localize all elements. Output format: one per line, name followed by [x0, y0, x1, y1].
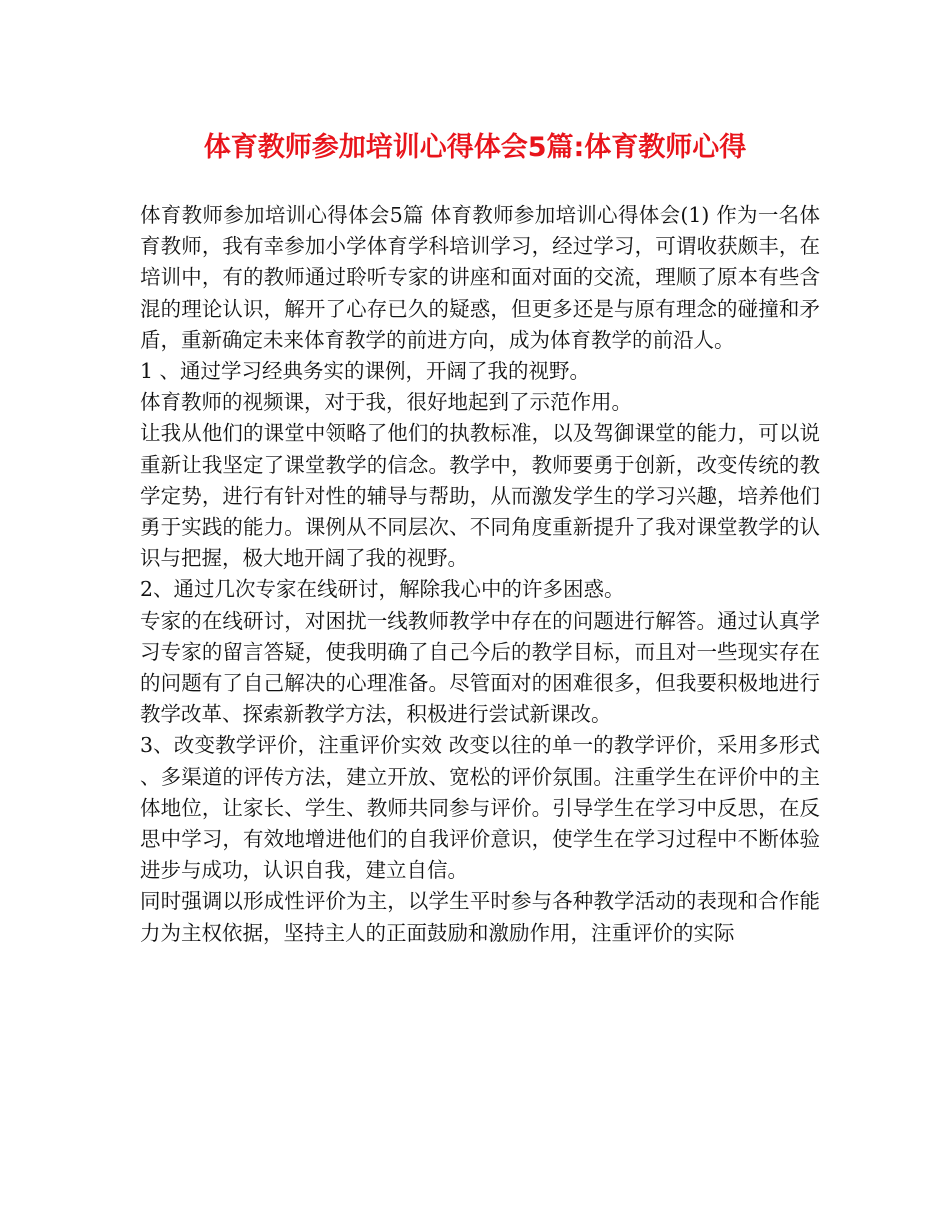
paragraph-classroom: 让我从他们的课堂中领略了他们的执教标准，以及驾御课堂的能力，可以说重新让我坚定了课堂教学的信念。教学中，教师要勇于创新，改变传统的教学定势，进行有针对性的辅导与帮助，从而激发学生的学习兴趣，培养他们勇于实践的能力。课例从不同层次、不同角度重新提升了我对课堂教学的认识与把握，极大地开阔了我的视野。 — [140, 421, 820, 571]
heading-point-2: 2、通过几次专家在线研讨，解除我心中的许多困惑。 — [140, 577, 625, 602]
paragraph-video-lessons: 体育教师的视频课，对于我，很好地起到了示范作用。 — [140, 390, 632, 415]
paragraph-point-3-evaluation: 3、改变教学评价，注重评价实效 改变以往的单一的教学评价，采用多形式、多渠道的评传方法，建立开放、宽松的评价氛围。注重学生在评价中的主体地位，让家长、学生、教师共同参与评价。引导学生在学习中反思，在反思中学习，有效地增进他们的自我评价意识，使学生在学习过程中不断体验进步与成功，认识自我，建立自信。 — [140, 733, 820, 883]
paragraph-expert-seminar: 专家的在线研讨，对困扰一线教师教学中存在的问题进行解答。通过认真学习专家的留言答疑，使我明确了自己今后的教学目标，而且对一些现实存在的问题有了自己解决的心理准备。尽管面对的困难很多，但我要积极地进行教学改革、探索新教学方法，积极进行尝试新课改。 — [140, 608, 820, 727]
heading-point-1: 1 、通过学习经典务实的课例，开阔了我的视野。 — [140, 359, 591, 384]
document-body — [140, 200, 820, 949]
paragraph-intro: 体育教师参加培训心得体会5篇 体育教师参加培训心得体会(1) 作为一名体育教师，我有幸参加小学体育学科培训学习，经过学习，可谓收获颇丰，在培训中，有的教师通过聆听专家的讲座和面对面的交流，理顺了原本有些含混的理论认识，解开了心存已久的疑惑，但更多还是与原有理念的碰撞和矛盾，重新确定未来体育教学的前进方向，成为体育教学的前沿人。 — [140, 203, 820, 352]
paragraph-formative-evaluation: 同时强调以形成性评价为主，以学生平时参与各种教学活动的表现和合作能力为主权依据，坚持主人的正面鼓励和激励作用，注重评价的实际 — [140, 889, 820, 945]
document-title: 体育教师参加培训心得体会5篇:体育教师心得 — [203, 132, 747, 163]
